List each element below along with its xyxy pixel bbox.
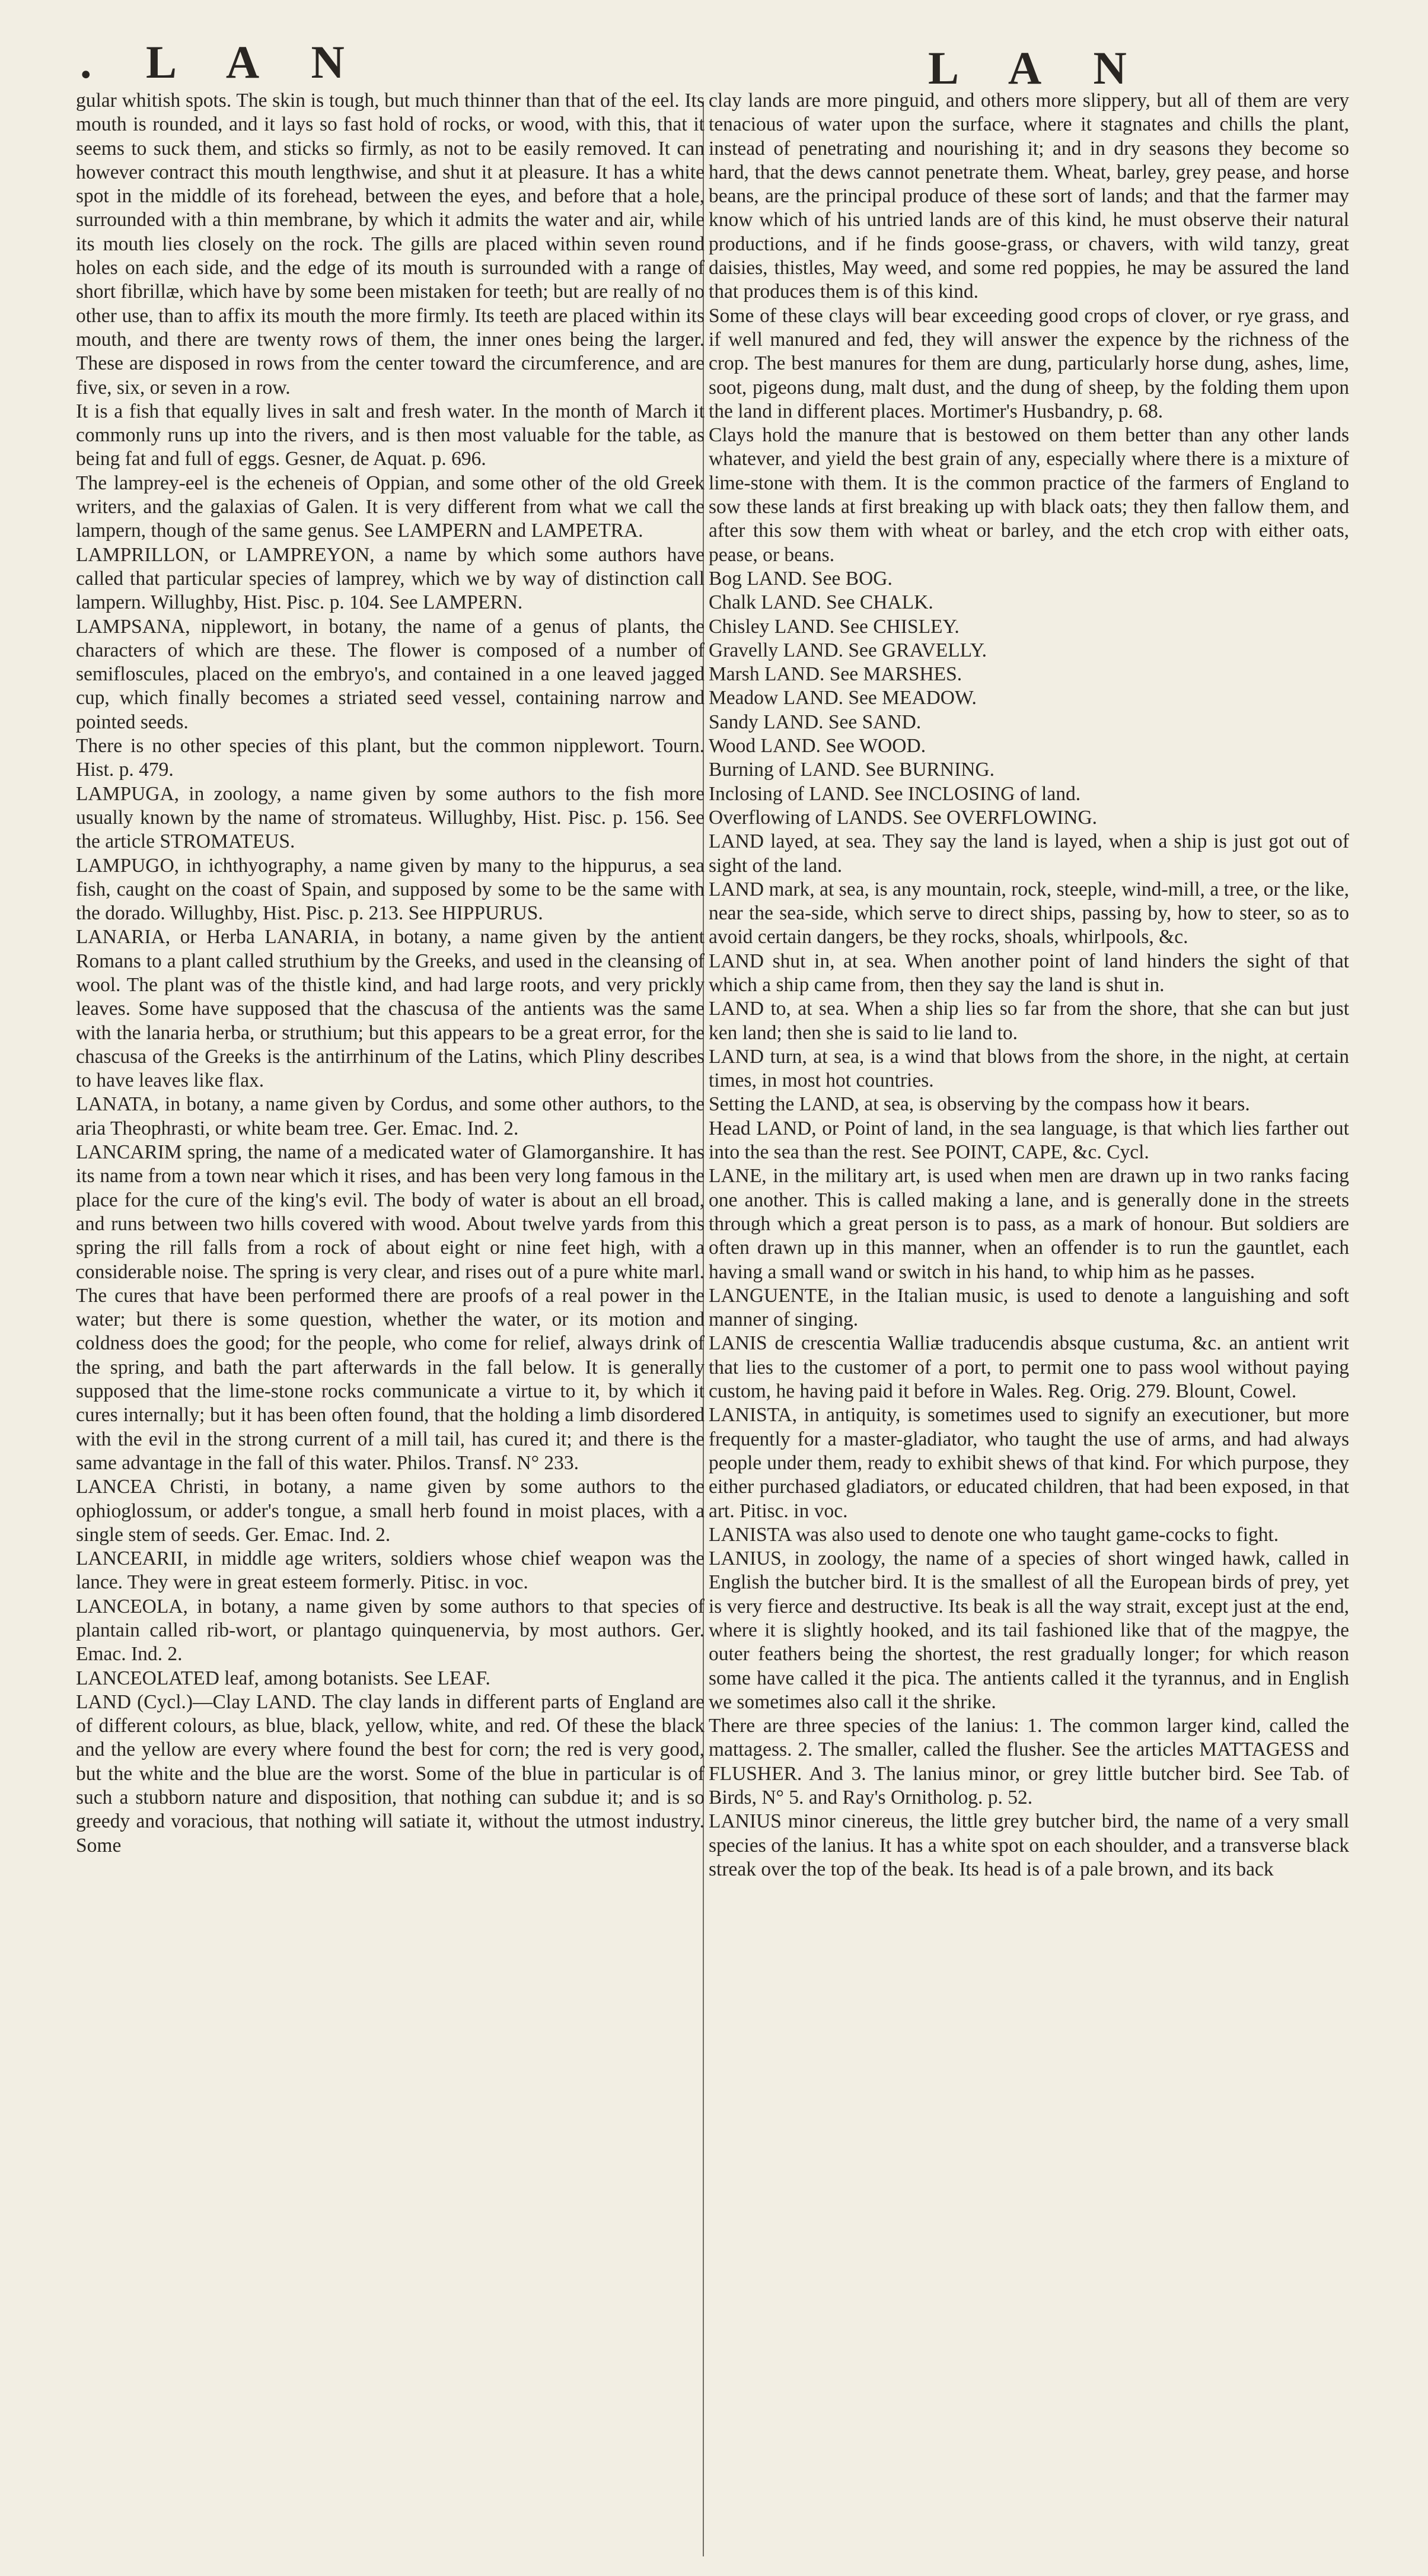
paragraph: It is a fish that equally lives in salt and fresh water. In the month of March it commonly runs up into the rivers, and is then most valuable for the table, as being fat and full of eggs. Gesner, de Aquat. p. 696. xyxy=(76,400,705,470)
paragraph: clay lands are more pinguid, and others more slippery, but all of them are very tenacious of water upon the surface, where it stagnates and chills the plant, instead of penetrating and nourishing it; and in dry seasons they become so hard, that the dews cannot penetrate them. Wheat, barley, grey pease, and horse beans, are the principal produce of these sort of lands; and that the farmer may know which of his untried lands are of this kind, he must observe their natural productions, and if he finds goose-grass, or chavers, with wild tanzy, great daisies, thistles, May weed, and some red poppies, he may be assured the land that produces them is of this kind. xyxy=(709,90,1349,303)
entry-land-layed: LAND layed, at sea. They say the land is layed, when a ship is just got out of sight of the land. xyxy=(709,830,1349,877)
paragraph: The lamprey-eel is the echeneis of Oppian, and some other of the old Greek writers, and the galaxias of Galen. It is very different from what we call the lampern, though of the same genus. See LAMPERN and LAMPETRA. xyxy=(76,472,705,542)
left-column xyxy=(76,89,705,2568)
entry-land-shut-in: LAND shut in, at sea. When another point of land hinders the sight of that which a ship came from, then they say the land is shut in. xyxy=(709,950,1349,996)
cross-reference: Gravelly LAND. See GRAVELLY. xyxy=(709,639,987,661)
entry-land-mark: LAND mark, at sea, is any mountain, rock, steeple, wind-mill, a tree, or the like, near the sea-side, which serve to direct ships, passing by, how to steer, so as to avoid certain dangers, be they rocks, shoals, whirlpools, &c. xyxy=(709,878,1349,948)
cross-reference: Sandy LAND. See SAND. xyxy=(709,711,922,733)
cross-reference: Burning of LAND. See BURNING. xyxy=(709,759,995,781)
entry-languente: LANGUENTE, in the Italian music, is used to denote a languishing and soft manner of singing. xyxy=(709,1284,1349,1331)
paragraph: Clays hold the manure that is bestowed on them better than any other lands whatever, and yield the best grain of any, especially where there is a mixture of lime-stone with them. It is the common practice of the farmers of England to sow these lands at first breaking up with black oats; they then fallow them, and after this sow them with wheat or barley, and the etch crop with either oats, pease, or beans. xyxy=(709,424,1349,566)
cross-reference: Wood LAND. See WOOD. xyxy=(709,735,926,757)
entry-lanceolated: LANCEOLATED leaf, among botanists. See LEAF. xyxy=(76,1667,490,1689)
entry-lanaria: LANARIA, or Herba LANARIA, in botany, a name given by the antient Romans to a plant called struthium by the Greeks, and used in the cleansing of wool. The plant was of the thistle kind, and had large roots, and very prickly leaves. Some have supposed that the chascusa of the antients was the same with the lanaria herba, or struthium; but this appears to be a great error, for the chascusa of the Greeks is the antirrhinum of the Latins, which Pliny describes to have leaves like flax. xyxy=(76,926,705,1092)
entry-lancea: LANCEA Christi, in botany, a name given by some authors to the ophioglossum, or adder's tongue, a small herb found in moist places, with a single stem of seeds. Ger. Emac. Ind. 2. xyxy=(76,1476,705,1546)
running-head-right: L A N xyxy=(928,42,1148,94)
entry-lane: LANE, in the military art, is used when men are drawn up in two ranks facing one another. This is called making a lane, and is generally done in the streets through which a great person is to pass, as a mark of honour. But soldiers are often drawn up in this manner, when an offender is to run the gauntlet, each having a small wand or switch in his hand, to whip him as he passes. xyxy=(709,1165,1349,1283)
paragraph: There is no other species of this plant, but the common nipplewort. Tourn. Hist. p. 479. xyxy=(76,735,705,781)
cross-reference: Chisley LAND. See CHISLEY. xyxy=(709,615,960,638)
entry-lampugo: LAMPUGO, in ichthyography, a name given by many to the hippurus, a sea fish, caught on the coast of Spain, and supposed by some to be the same with the dorado. Willughby, Hist. Pisc. p. 213. See HIPPURUS. xyxy=(76,854,705,925)
cross-reference: Meadow LAND. See MEADOW. xyxy=(709,687,977,709)
entry-setting-the-land: Setting the LAND, at sea, is observing by the compass how it bears. xyxy=(709,1093,1250,1116)
entry-lanata: LANATA, in botany, a name given by Cordus, and some other authors, to the aria Theophrasti, or white beam tree. Ger. Emac. Ind. 2. xyxy=(76,1093,705,1139)
paragraph: Some of these clays will bear exceeding good crops of clover, or rye grass, and if well manured and fed, they will answer the expence by the richness of the crop. The best manures for them are dung, particularly horse dung, ashes, lime, soot, pigeons dung, malt dust, and the dung of sheep, by the folding them upon the land in different places. Mortimer's Husbandry, p. 68. xyxy=(709,304,1349,422)
entry-land-to: LAND to, at sea. When a ship lies so far from the shore, that she can but just ken land; then she is said to lie land to. xyxy=(709,998,1349,1044)
running-head-left: . L A N xyxy=(80,36,366,88)
entry-lanceola: LANCEOLA, in botany, a name given by some authors to that species of plantain called rib-wort, or plantago quinquenervia, by most authors. Ger. Emac. Ind. 2. xyxy=(76,1595,705,1666)
entry-lanista: LANISTA, in antiquity, is sometimes used to signify an executioner, but more frequently for a master-gladiator, who taught the use of arms, and had always people under them, ready to exhibit shews of that kind. For which purpose, they either purchased gladiators, or educated children, that had been exposed, in that art. Pitisc. in voc. xyxy=(709,1404,1349,1522)
cross-reference: Inclosing of LAND. See INCLOSING of land. xyxy=(709,782,1081,805)
right-column xyxy=(709,89,1349,2568)
entry-land: LAND (Cycl.)—Clay LAND. The clay lands in different parts of England are of different colours, as blue, black, yellow, white, and red. Of these the black and the yellow are every where found the best for corn; the red is very good, but the white and the blue are the worst. Some of the blue in particular is of such a stubborn nature and disposition, that nothing can subdue it; and is so greedy and voracious, that nothing will satiate it, without the utmost industry. Some xyxy=(76,1690,705,1857)
entry-land-turn: LAND turn, at sea, is a wind that blows from the shore, in the night, at certain times, in most hot countries. xyxy=(709,1045,1349,1092)
entry-head-land: Head LAND, or Point of land, in the sea language, is that which lies farther out into the sea than the rest. See POINT, CAPE, &c. Cycl. xyxy=(709,1117,1349,1164)
entry-lancearii: LANCEARII, in middle age writers, soldiers whose chief weapon was the lance. They were in great esteem formerly. Pitisc. in voc. xyxy=(76,1547,705,1594)
cross-reference: Overflowing of LANDS. See OVERFLOWING. xyxy=(709,806,1098,829)
cross-reference: Chalk LAND. See CHALK. xyxy=(709,591,933,614)
paragraph: gular whitish spots. The skin is tough, but much thinner than that of the eel. Its mouth is rounded, and it lays so fast hold of rocks, or wood, with this, that it seems to suck them, and sticks so firmly, as not to be easily removed. It can however contract this mouth lengthwise, and shut it at pleasure. It has a white spot in the middle of its forehead, between the eyes, and before that a hole, surrounded with a thin membrane, by which it admits the water and air, while its mouth lies closely on the rock. The gills are placed within seven round holes on each side, and the edge of its mouth is surrounded with a range of short fibrillæ, which have by some been mistaken for teeth; but are really of no other use, than to affix its mouth the more firmly. Its teeth are placed within its mouth, and there are twenty rows of them, the inner ones being the larger. These are disposed in rows from the center toward the circumference, and are five, six, or seven in a row. xyxy=(76,90,705,399)
entry-lancarim: LANCARIM spring, the name of a medicated water of Glamorganshire. It has its name from a town near which it rises, and has been very long famous in the place for the cure of the king's evil. The body of water is about an ell broad, and runs between two hills covered with wood. About twelve yards from this spring the rill falls from a rock of about eight or nine feet high, with a considerable noise. The spring is very clear, and rises out of a pure white marl. The cures that have been performed there are proofs of a real power in the water; but there is some question, whether the water, or its motion and coldness does the good; for the people, who come for relief, always drink of the spring, and bath the part afterwards in the fall below. It is generally supposed that the lime-stone rocks communicate a virtue to it, by which it cures internally; but it has been often found, that the holding a limb disordered with the evil in the strong current of a mill tail, has cured it; and there is the same advantage in the fall of this water. Philos. Transf. N° 233. xyxy=(76,1141,705,1474)
entry-lanius: LANIUS, in zoology, the name of a species of short winged hawk, called in English the butcher bird. It is the smallest of all the European birds of prey, yet is very fierce and destructive. Its beak is all the way strait, except just at the end, where it is slightly hooked, and its tail fashioned like that of the magpye, the outer feathers being the shortest, the rest gradually longer; for which reason some have called it the pica. The antients called it the tyrannus, and in English we sometimes also call it the shrike. xyxy=(709,1547,1349,1713)
entry-lampsana: LAMPSANA, nipplewort, in botany, the name of a genus of plants, the characters of which are these. The flower is composed of a number of semifloscules, placed on the embryo's, and contained in a one leaved jagged cup, which finally becomes a striated seed vessel, containing narrow and pointed seeds. xyxy=(76,615,705,733)
entry-lamprillon: LAMPRILLON, or LAMPREYON, a name by which some authors have called that particular species of lamprey, which we by way of distinction call lampern. Willughby, Hist. Pisc. p. 104. See LAMPERN. xyxy=(76,543,705,614)
cross-reference: Marsh LAND. See MARSHES. xyxy=(709,663,962,686)
entry-lampuga: LAMPUGA, in zoology, a name given by some authors to the fish more usually known by the name of stromateus. Willughby, Hist. Pisc. p. 156. See the article STROMATEUS. xyxy=(76,782,705,853)
paragraph: There are three species of the lanius: 1. The common larger kind, called the mattagess. 2. The smaller, called the flusher. See the articles MATTAGESS and FLUSHER. And 3. The lanius minor, or grey little butcher bird. See Tab. of Birds, N° 5. and Ray's Ornitholog. p. 52. xyxy=(709,1715,1349,1809)
entry-lanis: LANIS de crescentia Walliæ traducendis absque custuma, &c. an antient writ that lies to the customer of a port, to permit one to pass wool without paying custom, he having paid it before in Wales. Reg. Orig. 279. Blount, Cowel. xyxy=(709,1332,1349,1403)
paragraph: LANIUS minor cinereus, the little grey butcher bird, the name of a very small species of the lanius. It has a white spot on each shoulder, and a transverse black streak over the top of the beak. Its head is of a pale brown, and its back xyxy=(709,1810,1349,1880)
paragraph: LANISTA was also used to denote one who taught game-cocks to fight. xyxy=(709,1523,1279,1546)
cross-reference: Bog LAND. See BOG. xyxy=(709,567,893,590)
